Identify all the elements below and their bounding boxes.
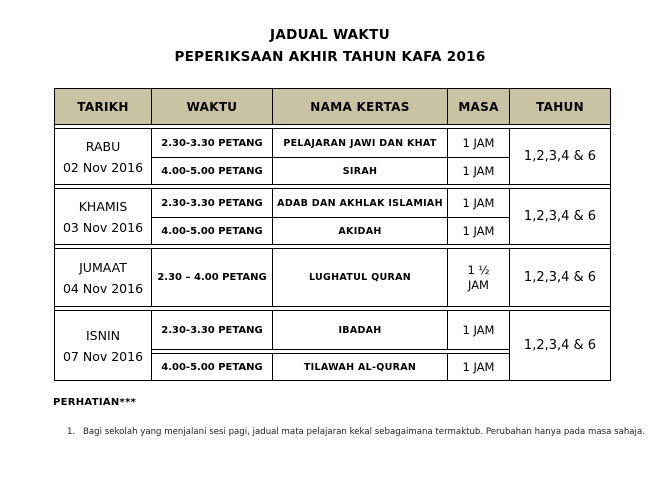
time-cell: 4.00-5.00 PETANG: [152, 354, 273, 381]
notice-item-text: Bagi sekolah yang menjalani sesi pagi, jadual mata pelajaran kekal sebagaimana termaktub. Perubahan hanya pada masa sahaja.: [83, 427, 645, 437]
day-date: 02 Nov 2016: [62, 159, 144, 175]
notice-item-number: 1.: [67, 427, 76, 437]
date-cell: [55, 311, 152, 381]
day-date: 04 Nov 2016: [62, 280, 144, 296]
date-cell: [55, 129, 152, 185]
day-date: 07 Nov 2016: [62, 348, 144, 364]
duration-cell: 1 JAM: [448, 129, 510, 158]
paper-cell: SIRAH: [273, 158, 448, 185]
duration-value: 1 ½: [467, 262, 490, 277]
table-row: [55, 249, 611, 307]
header-nama-kertas: NAMA KERTAS: [273, 89, 448, 125]
paper-cell: IBADAH: [273, 311, 448, 350]
notice-heading: PERHATIAN***: [53, 397, 137, 408]
duration-cell: 1 JAM: [448, 311, 510, 350]
time-cell: 2.30-3.30 PETANG: [152, 311, 273, 350]
duration-cell: 1 JAM: [448, 354, 510, 381]
paper-cell: LUGHATUL QURAN: [273, 249, 448, 307]
header-tarikh: TARIKH: [55, 89, 152, 125]
time-cell: 4.00-5.00 PETANG: [152, 218, 273, 245]
paper-cell: TILAWAH AL-QURAN: [273, 354, 448, 381]
day-name: ISNIN: [85, 327, 120, 343]
time-cell: 4.00-5.00 PETANG: [152, 158, 273, 185]
table-header-row: [55, 89, 611, 125]
day-date: 03 Nov 2016: [62, 219, 144, 235]
date-cell: [55, 189, 152, 245]
tahun-cell: 1,2,3,4 & 6: [510, 249, 611, 307]
page-title: JADUAL WAKTU: [270, 27, 390, 43]
duration-cell: 1 JAM: [448, 158, 510, 185]
paper-cell: PELAJARAN JAWI DAN KHAT: [273, 129, 448, 158]
tahun-cell: 1,2,3,4 & 6: [510, 129, 611, 185]
day-name: KHAMIS: [78, 198, 128, 214]
table-row: [55, 311, 611, 350]
time-cell: 2.30-3.30 PETANG: [152, 129, 273, 158]
time-cell: 2.30-3.30 PETANG: [152, 189, 273, 218]
date-cell: [55, 249, 152, 307]
page-subtitle: PEPERIKSAAN AKHIR TAHUN KAFA 2016: [174, 49, 486, 65]
table-row: [55, 189, 611, 218]
header-masa: MASA: [448, 89, 510, 125]
duration-cell: 1 JAM: [448, 218, 510, 245]
duration-cell: 1 JAM: [448, 189, 510, 218]
tahun-cell: 1,2,3,4 & 6: [510, 311, 611, 381]
table-row: [55, 129, 611, 158]
duration-cell: [448, 249, 510, 307]
duration-unit: JAM: [468, 277, 489, 292]
paper-cell: ADAB DAN AKHLAK ISLAMIAH: [273, 189, 448, 218]
notice-item: [67, 427, 645, 437]
day-name: JUMAAT: [79, 259, 127, 275]
exam-schedule-table: [54, 88, 611, 381]
header-tahun: TAHUN: [510, 89, 611, 125]
time-cell: 2.30 – 4.00 PETANG: [152, 249, 273, 307]
tahun-cell: 1,2,3,4 & 6: [510, 189, 611, 245]
day-name: RABU: [85, 138, 121, 154]
header-waktu: WAKTU: [152, 89, 273, 125]
paper-cell: AKIDAH: [273, 218, 448, 245]
